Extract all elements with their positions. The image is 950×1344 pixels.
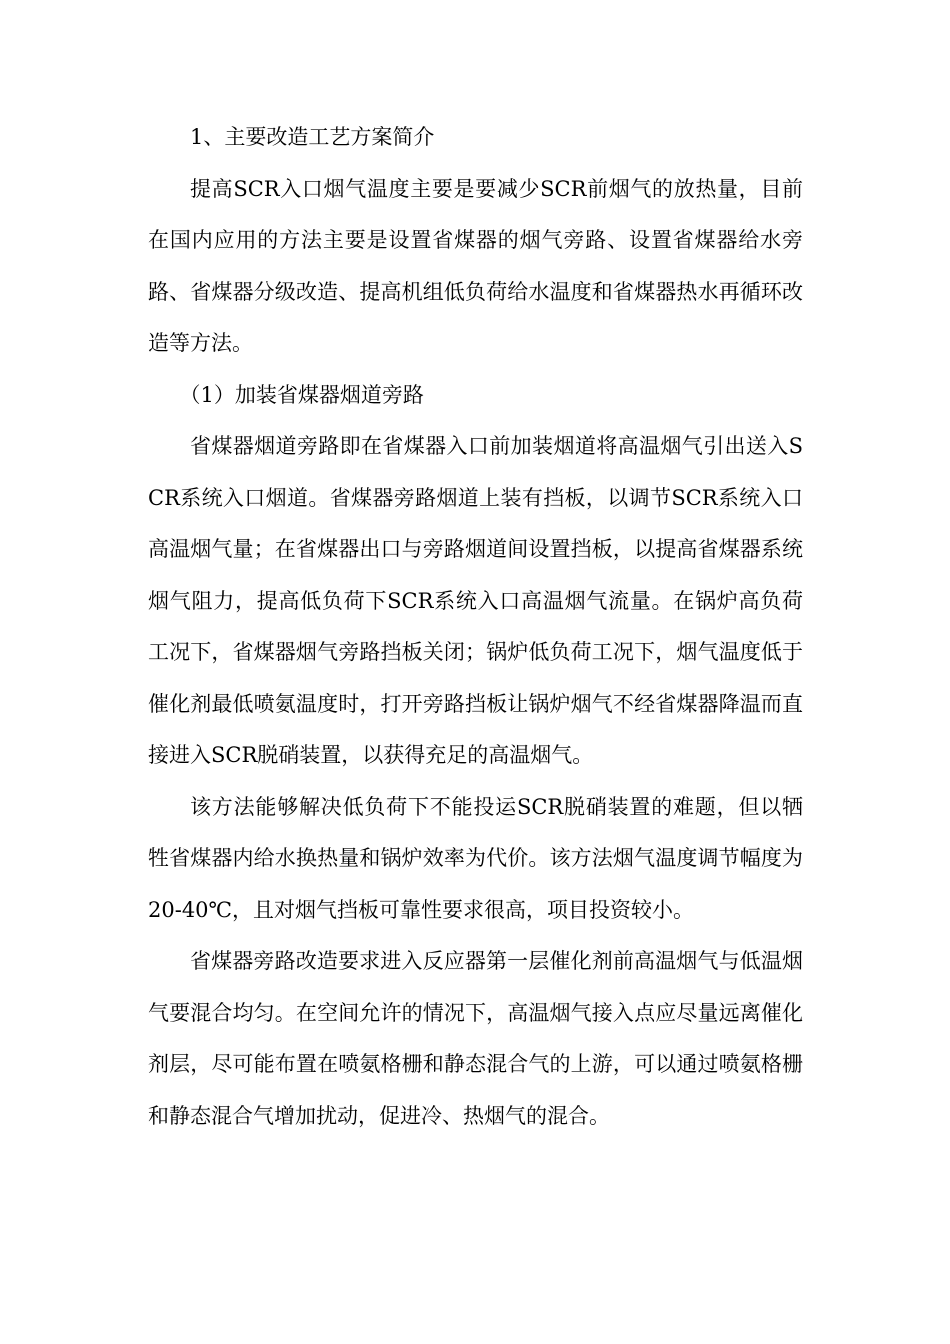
intro-paragraph: 提高SCR入口烟气温度主要是要减少SCR前烟气的放热量，目前在国内应用的方法主要是设置省煤器的烟气旁路、设置省煤器给水旁路、省煤器分级改造、提高机组低负荷给水温度和省煤器热水再循环改造等方法。	[148, 176, 803, 355]
body-paragraph-3: 省煤器旁路改造要求进入反应器第一层催化剂前高温烟气与低温烟气要混合均匀。在空间允许的情况下，高温烟气接入点应尽量远离催化剂层，尽可能布置在喷氨格栅和静态混合气的上游，可以通过喷氨格栅和静态混合气增加扰动，促进冷、热烟气的混合。	[148, 949, 803, 1128]
body-paragraph-2: 该方法能够解决低负荷下不能投运SCR脱硝装置的难题，但以牺牲省煤器内给水换热量和锅炉效率为代价。该方法烟气温度调节幅度为20-40℃，且对烟气挡板可靠性要求很高，项目投资较小。	[148, 794, 803, 922]
section-heading: 1、主要改造工艺方案简介	[190, 125, 435, 149]
body-paragraph-1: 省煤器烟道旁路即在省煤器入口前加装烟道将高温烟气引出送入SCR系统入口烟道。省煤器旁路烟道上装有挡板，以调节SCR系统入口高温烟气量；在省煤器出口与旁路烟道间设置挡板，以提高省煤器系统烟气阻力，提高低负荷下SCR系统入口高温烟气流量。在锅炉高负荷工况下，省煤器烟气旁路挡板关闭；锅炉低负荷工况下，烟气温度低于催化剂最低喷氨温度时，打开旁路挡板让锅炉烟气不经省煤器降温而直接进入SCR脱硝装置，以获得充足的高温烟气。	[148, 434, 803, 767]
subsection-heading: （1）加装省煤器烟道旁路	[179, 382, 424, 407]
document-body	[148, 112, 803, 1142]
